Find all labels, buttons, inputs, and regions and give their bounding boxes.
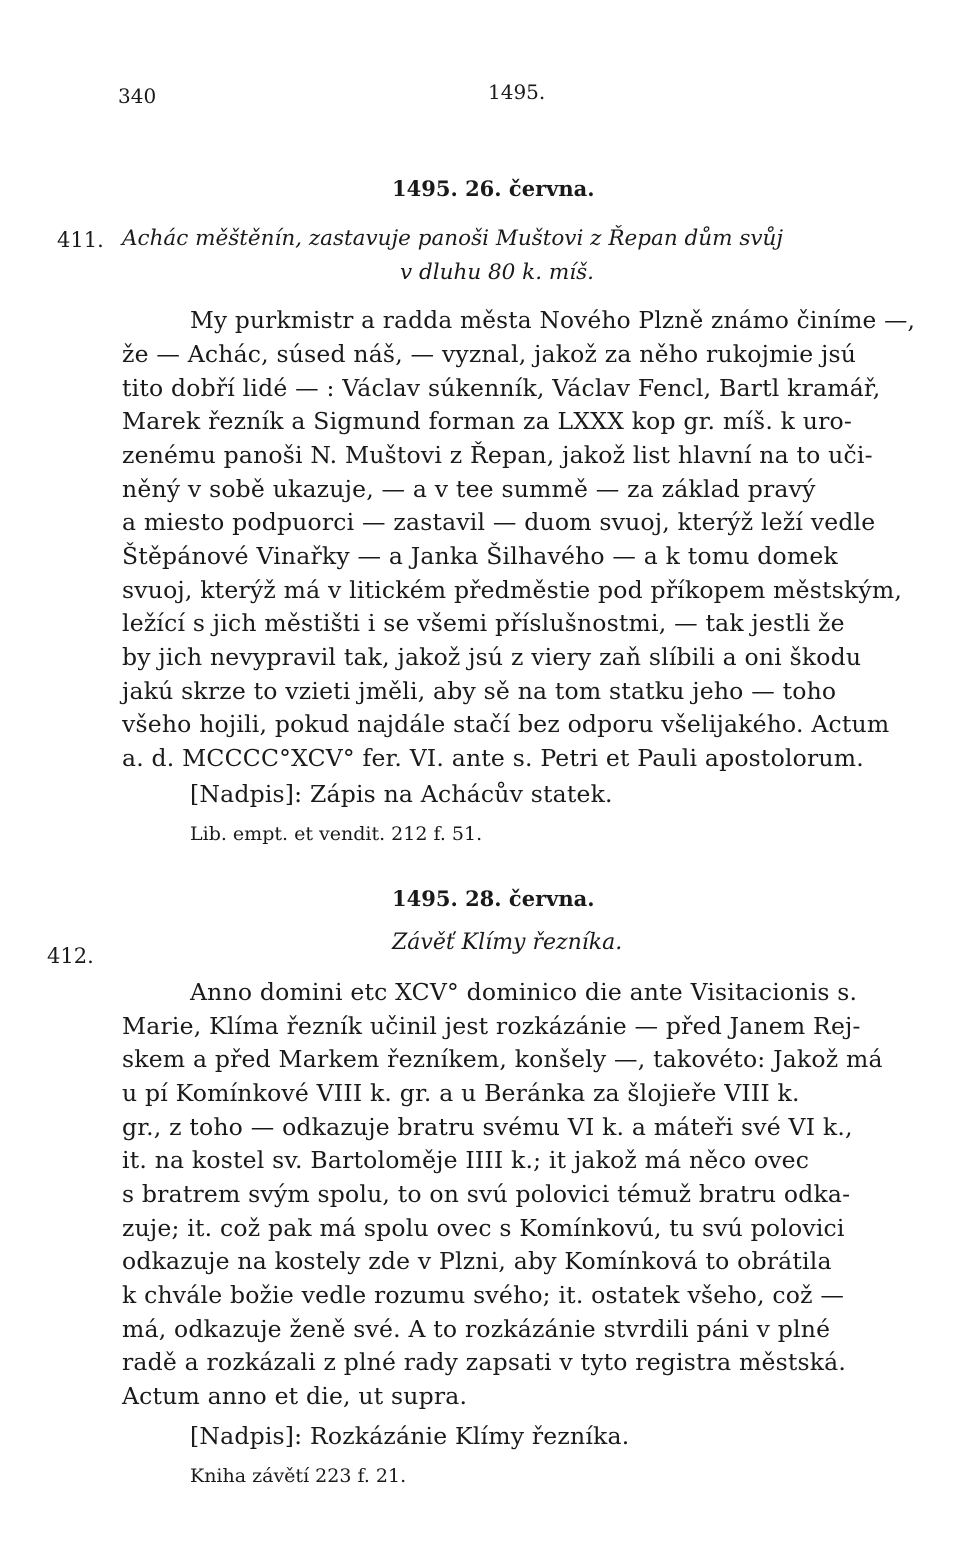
entry-411-nadpis: [Nadpis]: Zápis na Achácův statek.: [190, 780, 613, 808]
entry-411-line: Štěpánové Vinařky — a Janka Šilhavého — a k tomu domek: [122, 542, 838, 570]
entry-411-line: by jich nevypravil tak, jakož jsú z viery zaň slíbili a oni škodu: [122, 643, 862, 671]
entry-412-line: it. na kostel sv. Bartoloměje IIII k.; it jakož má něco ovec: [122, 1146, 810, 1174]
entry-412-date: 1495. 28. června.: [392, 886, 595, 911]
entry-411-title-cont: v dluhu 80 k. míš.: [400, 260, 595, 285]
entry-412-line: k chvále božie vedle rozumu svého; it. ostatek všeho, což —: [122, 1281, 845, 1309]
entry-411-source: Lib. empt. et vendit. 212 f. 51.: [190, 823, 483, 845]
entry-411-line: že — Achác, súsed náš, — vyznal, jakož za něho rukojmie jsú: [122, 340, 857, 368]
entry-411-date: 1495. 26. června.: [392, 176, 595, 201]
entry-411-line: a miesto podpuorci — zastavil — duom svuoj, kterýž leží vedle: [122, 508, 876, 536]
entry-411-title: Acháс měštěnín, zastavuje panoši Muštovi z Řepan dům svůj: [122, 226, 784, 251]
entry-412-title: Závěť Klímy řezníka.: [392, 930, 623, 955]
entry-411-line: svuoj, kterýž má v litickém předměstie pod příkopem městským,: [122, 576, 902, 604]
entry-411-line: My purkmistr a radda města Nového Plzně známo činíme —,: [190, 306, 916, 334]
entry-411-line: zenému panoši N. Muštovi z Řepan, jakož list hlavní na to uči-: [122, 441, 873, 469]
entry-412-line: má, odkazuje ženě své. A to rozkázánie stvrdili páni v plné: [122, 1315, 831, 1343]
entry-411-line: a. d. MCCCC°XCV° fer. VI. ante s. Petri et Pauli apostolorum.: [122, 744, 864, 772]
entry-412-line: s bratrem svým spolu, to on svú polovici témuž bratru odka-: [122, 1180, 851, 1208]
entry-411-line: všeho hojili, pokud najdále stačí bez odporu všelijakého. Actum: [122, 710, 890, 738]
entry-412-line: Anno domini etc XCV° dominico die ante Visitacionis s.: [190, 978, 858, 1006]
entry-412-line: Actum anno et die, ut supra.: [122, 1382, 468, 1410]
entry-411-line: tito dobří lidé — : Václav súkenník, Václav Fencl, Bartl kramář,: [122, 374, 881, 402]
entry-412-line: Marie, Klíma řezník učinil jest rozkázánie — před Janem Rej-: [122, 1012, 861, 1040]
entry-412-line: skem a před Markem řezníkem, konšely —, takovéto: Jakož má: [122, 1045, 883, 1073]
entry-412-line: odkazuje na kostely zde v Plzni, aby Komínková to obrátila: [122, 1247, 832, 1275]
entry-412-source: Kniha závětí 223 f. 21.: [190, 1465, 407, 1487]
entry-411-line: jakú skrze to vzieti jměli, aby sě na tom statku jeho — toho: [122, 677, 837, 705]
entry-411-line: něný v sobě ukazuje, — a v tee summě — za základ pravý: [122, 475, 816, 503]
entry-411-line: Marek řezník a Sigmund forman za LXXX kop gr. míš. k uro-: [122, 407, 853, 435]
entry-412-line: radě a rozkázali z plné rady zapsati v tyto registra městská.: [122, 1348, 847, 1376]
running-year: 1495.: [488, 80, 546, 104]
entry-412-line: zuje; it. což pak má spolu ovec s Komínkovú, tu svú polovici: [122, 1214, 845, 1242]
entry-411-number: 411.: [57, 228, 104, 252]
entry-411-line: ležící s jich městišti i se všemi příslušnostmi, — tak jestli že: [122, 609, 845, 637]
entry-412-line: gr., z toho — odkazuje bratru svému VI k. a máteři své VI k.,: [122, 1113, 853, 1141]
entry-412-line: u pí Komínkové VIII k. gr. a u Beránka za šlojieře VIII k.: [122, 1079, 800, 1107]
page-number: 340: [118, 84, 157, 108]
entry-412-number: 412.: [47, 944, 94, 968]
entry-412-nadpis: [Nadpis]: Rozkázánie Klímy řezníka.: [190, 1422, 630, 1450]
